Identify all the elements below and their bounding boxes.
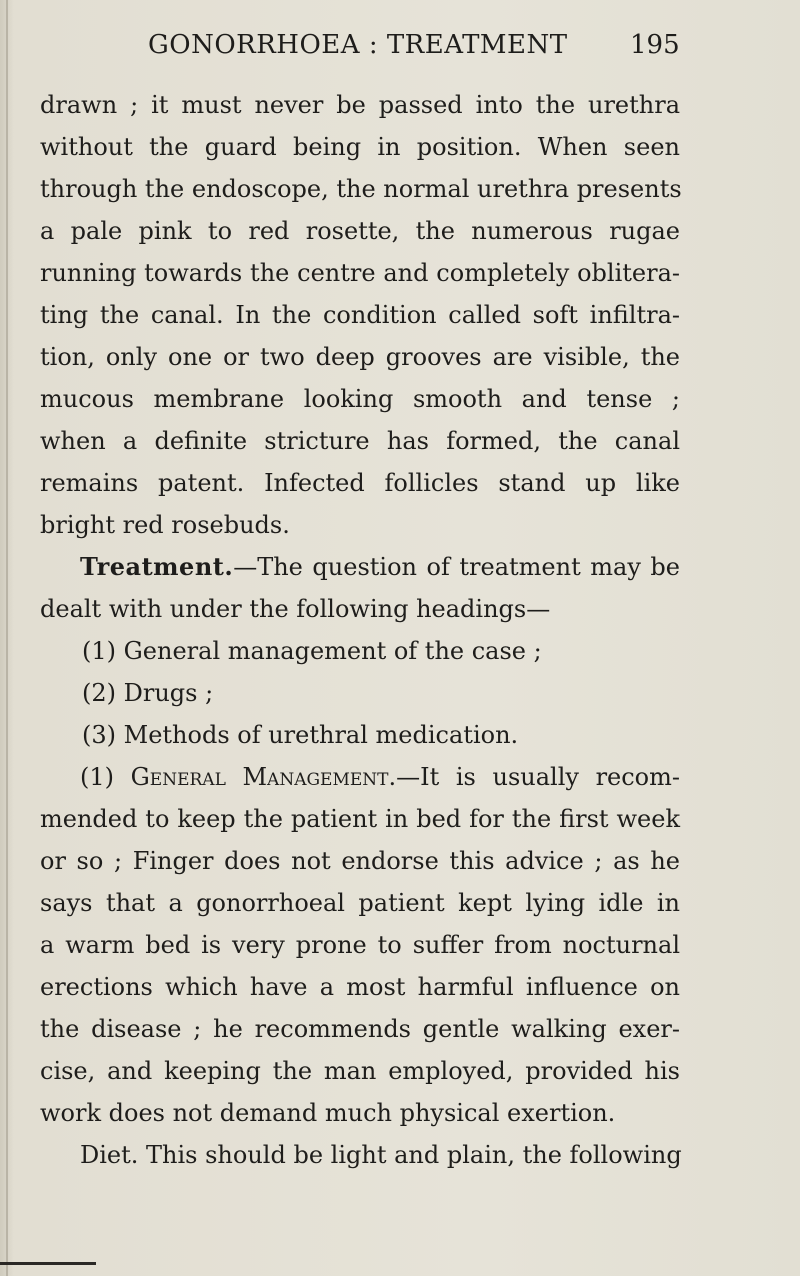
text-line: cise, and keeping the man employed, provided his <box>40 1057 680 1085</box>
bottom-rule <box>0 1262 96 1265</box>
text-line: mucous membrane looking smooth and tense ; <box>40 385 680 413</box>
page-number: 195 <box>630 30 680 60</box>
text-line: running towards the centre and completely oblitera- <box>40 259 680 287</box>
section-number: (1) <box>80 763 114 791</box>
treatment-line <box>40 546 680 588</box>
text-line: without the guard being in position. When seen <box>40 133 680 161</box>
text-line: says that a gonorrhoeal patient kept lying idle in <box>40 889 680 917</box>
text-line: drawn ; it must never be passed into the urethra <box>40 91 680 119</box>
text-line: through the endoscope, the normal urethra presents <box>40 175 682 203</box>
body-text <box>40 84 680 1176</box>
page-header <box>0 30 800 70</box>
general-management-line <box>40 756 680 798</box>
text-line: bright red rosebuds. <box>40 511 290 539</box>
text-line: the disease ; he recommends gentle walking exer- <box>40 1015 680 1043</box>
general-management-intro: —It is usually recom- <box>396 763 680 791</box>
list-item: (2) Drugs ; <box>82 679 214 707</box>
list-item: (1) General management of the case ; <box>82 637 542 665</box>
text-line: remains patent. Infected follicles stand up like <box>40 469 680 497</box>
treatment-intro: —The question of treatment may be <box>233 553 680 581</box>
text-line: or so ; Finger does not endorse this advice ; as he <box>40 847 680 875</box>
diet-line: Diet. This should be light and plain, the following <box>80 1141 682 1169</box>
text-line: tion, only one or two deep grooves are visible, the <box>40 343 680 371</box>
text-line: a pale pink to red rosette, the numerous rugae <box>40 217 680 245</box>
running-head: GONORRHOEA : TREATMENT <box>148 30 568 60</box>
page-gutter <box>6 0 8 1276</box>
text-line: a warm bed is very prone to suffer from nocturnal <box>40 931 680 959</box>
list-item: (3) Methods of urethral medication. <box>82 721 519 749</box>
text-line: when a definite stricture has formed, the canal <box>40 427 680 455</box>
treatment-heading: Treatment. <box>80 552 234 581</box>
text-line: erections which have a most harmful influence on <box>40 973 680 1001</box>
general-management-heading: General Management. <box>130 763 397 791</box>
text-line: mended to keep the patient in bed for the first week <box>40 805 680 833</box>
text-line: work does not demand much physical exertion. <box>40 1099 616 1127</box>
text-line: dealt with under the following headings— <box>40 595 551 623</box>
text-line: ting the canal. In the condition called soft infiltra- <box>40 301 680 329</box>
